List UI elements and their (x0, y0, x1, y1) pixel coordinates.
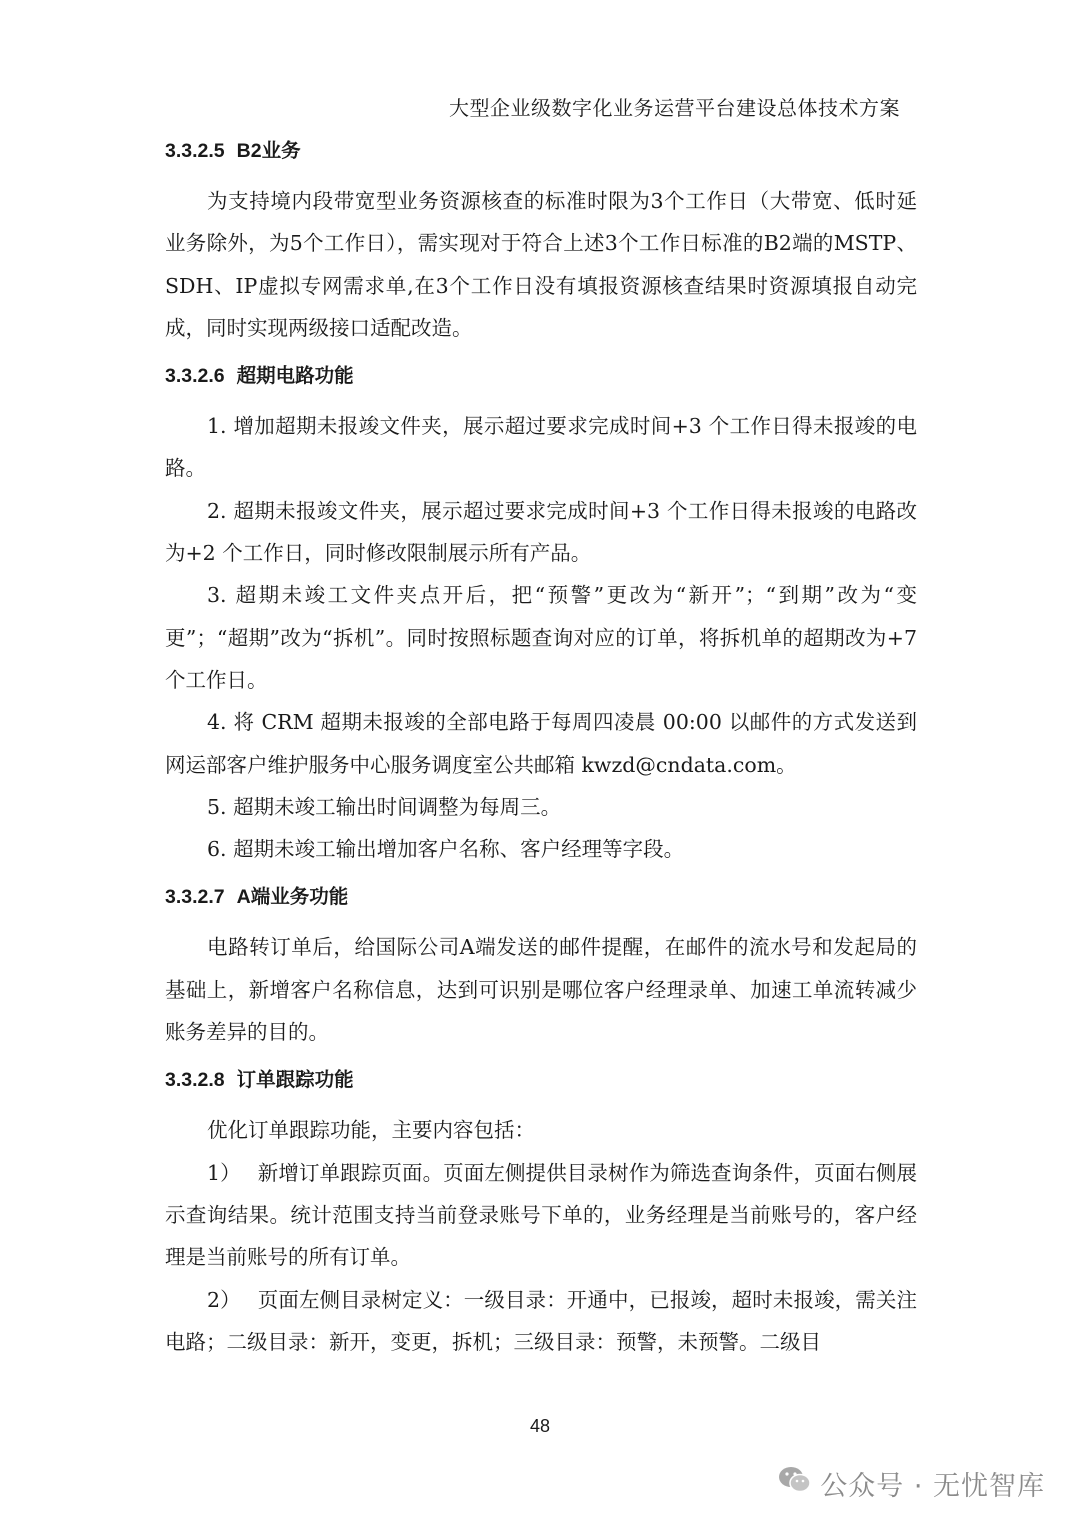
page-number: 48 (529, 1416, 551, 1436)
section-title: B2业务 (236, 140, 301, 162)
list-item: 1. 增加超期未报竣文件夹，展示超过要求完成时间+3 个工作日得未报竣的电路。 (165, 414, 917, 481)
paragraph: 优化订单跟踪功能，主要内容包括： (207, 1118, 535, 1143)
list-item: 3. 超期未竣工文件夹点开后，把“预警”更改为“新开”；“到期”改为“变更”；“超期”改为“拆机”。同时按照标题查询对应的订单，将拆机单的超期改为+7 个工作日。 (165, 583, 917, 692)
section-number: 3.3.2.7 (165, 886, 225, 909)
section-title: 超期电路功能 (236, 365, 354, 388)
list-item: 2. 超期未报竣文件夹，展示超过要求完成时间+3 个工作日得未报竣的电路改为+2 个工作日，同时修改限制展示所有产品。 (165, 498, 917, 566)
list-item: 4. 将 CRM 超期未报竣的全部电路于每周四凌晨 00:00 以邮件的方式发送到网运部客户维护服务中心服务调度室公共邮箱 kwzd@cndata.com。 (165, 710, 917, 777)
section-title: A端业务功能 (236, 886, 349, 909)
page-header-title: 大型企业级数字化业务运营平台建设总体技术方案 (449, 96, 900, 120)
watermark (778, 1464, 1045, 1503)
list-item: 6. 超期未竣工输出增加客户名称、客户经理等字段。 (207, 837, 685, 862)
section-heading-3-3-2-8 (165, 1065, 917, 1095)
section-heading-3-3-2-5 (165, 136, 917, 166)
wechat-icon (778, 1465, 812, 1502)
section-number: 3.3.2.8 (165, 1069, 225, 1092)
section-heading-3-3-2-7 (165, 882, 917, 912)
list-item: 2） 页面左侧目录树定义：一级目录：开通中，已报竣，超时未报竣，需关注电路；二级目录：新开，变更，拆机；三级目录：预警，未预警。二级目 (165, 1287, 917, 1354)
paragraph: 为支持境内段带宽型业务资源核查的标准时限为3个工作日（大带宽、低时延业务除外，为5个工作日），需实现对于符合上述3个工作日标准的B2端的MSTP、SDH、IP虚拟专网需求单,在3个工作日没有填报资源核查结果时资源填报自动完成，同时实现两级接口适配改造。 (165, 189, 917, 340)
watermark-text: 公众号 · 无忧智库 (820, 1471, 1045, 1502)
section-title: 订单跟踪功能 (236, 1069, 354, 1092)
document-body (165, 136, 917, 1363)
list-item: 1） 新增订单跟踪页面。页面左侧提供目录树作为筛选查询条件，页面右侧展示查询结果。统计范围支持当前登录账号下单的，业务经理是当前账号的，客户经理是当前账号的所有订单。 (165, 1160, 917, 1270)
section-number: 3.3.2.5 (165, 140, 225, 162)
section-number: 3.3.2.6 (165, 365, 225, 388)
section-heading-3-3-2-6 (165, 361, 917, 391)
paragraph: 电路转订单后，给国际公司A端发送的邮件提醒，在邮件的流水号和发起局的基础上，新增客户名称信息，达到可识别是哪位客户经理录单、加速工单流转减少账务差异的目的。 (165, 935, 917, 1045)
list-item: 5. 超期未竣工输出时间调整为每周三。 (207, 794, 562, 819)
